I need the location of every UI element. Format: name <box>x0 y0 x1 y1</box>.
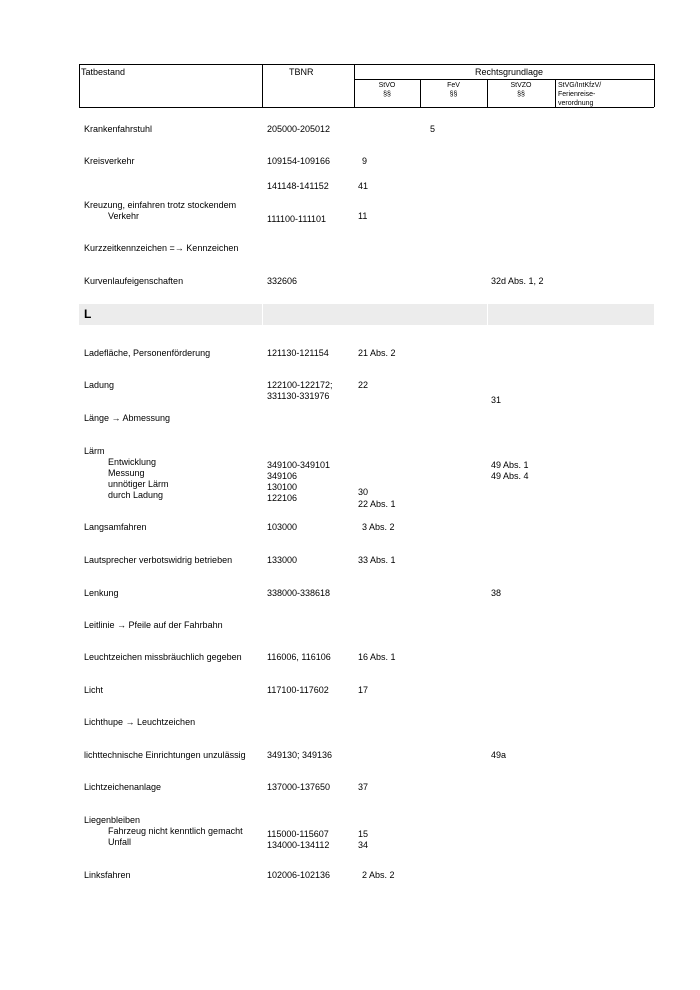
entry-label: Langsamfahren <box>84 522 147 532</box>
entry-sublabel: Messung <box>108 468 145 478</box>
header-stvg-line2: Ferienreise- <box>558 91 596 98</box>
header-divider <box>79 64 80 107</box>
entry-label: Kurzzeitkennzeichen =→ Kennzeichen <box>84 243 239 253</box>
entry-label: Lichthupe → Leuchtzeichen <box>84 717 196 727</box>
entry-label: Länge → Abmessung <box>84 413 171 423</box>
entry-tbnr: 349100-349101 <box>267 460 331 470</box>
entry-label: Licht <box>84 685 104 695</box>
entry-stvzo: 31 <box>491 395 502 405</box>
entry-stvo: 41 <box>358 181 369 191</box>
entry-tbnr: 130100 <box>267 482 298 492</box>
entry-stvo: 34 <box>358 840 369 850</box>
entry-stvo: 22 Abs. 1 <box>358 499 396 509</box>
entry-label: Kreisverkehr <box>84 156 135 166</box>
section-band-divider <box>487 304 488 325</box>
entry-tbnr: 141148-141152 <box>267 181 329 191</box>
entry-stvo: 22 <box>358 380 369 390</box>
entry-tbnr: 109154-109166 <box>267 156 331 166</box>
entry-stvzo: 38 <box>491 588 502 598</box>
entry-tbnr: 137000-137650 <box>267 782 331 792</box>
entry-tbnr: 122100-122172; <box>267 380 333 390</box>
entry-stvo: 2 Abs. 2 <box>362 870 395 880</box>
entry-tbnr: 332606 <box>267 276 298 286</box>
entry-stvo: 30 <box>358 487 369 497</box>
header-sub-rule <box>354 79 654 80</box>
header-tbnr: TBNR <box>289 67 314 77</box>
entry-label: Lichtzeichenanlage <box>84 782 162 792</box>
entry-tbnr: 122106 <box>267 493 298 503</box>
header-divider <box>654 64 655 107</box>
entry-tbnr: 134000-134112 <box>267 840 330 850</box>
entry-stvo: 21 Abs. 2 <box>358 348 396 358</box>
header-stvo-sections: §§ <box>383 91 391 98</box>
entry-label: Kreuzung, einfahren trotz stockendem <box>84 200 237 210</box>
entry-tbnr: 102006-102136 <box>267 870 331 880</box>
entry-label: Lärm <box>84 446 105 456</box>
section-band <box>79 304 654 325</box>
entry-sublabel: unnötiger Lärm <box>108 479 169 489</box>
entry-label: Ladung <box>84 380 115 390</box>
entry-tbnr: 116006, 116106 <box>267 652 331 662</box>
entry-stvo: 11 <box>358 211 368 221</box>
entry-tbnr: 349130; 349136 <box>267 750 333 760</box>
header-rechtsgrundlage: Rechtsgrundlage <box>475 67 544 77</box>
entry-tbnr: 115000-115607 <box>267 829 329 839</box>
header-divider <box>555 79 556 107</box>
entry-sublabel: Entwicklung <box>108 457 157 467</box>
entry-stvo: 15 <box>358 829 369 839</box>
header-divider <box>262 64 263 107</box>
header-stvg-line3: verordnung <box>558 100 594 107</box>
entry-tbnr: 349106 <box>267 471 298 481</box>
entry-tbnr: 111100-111101 <box>267 214 327 224</box>
entry-tbnr: 117100-117602 <box>267 685 329 695</box>
entry-label: Lautsprecher verbotswidrig betrieben <box>84 555 233 565</box>
entry-sublabel: Unfall <box>108 837 132 847</box>
header-stvzo-sections: §§ <box>517 91 525 98</box>
entry-stvo: 9 <box>362 156 368 166</box>
entry-stvzo: 49 Abs. 4 <box>491 471 529 481</box>
entry-tbnr: 205000-205012 <box>267 124 331 134</box>
header-fev: FeV <box>447 82 460 89</box>
header-top-rule <box>79 64 654 65</box>
entry-tbnr: 121130-121154 <box>267 348 329 358</box>
section-letter: L <box>84 307 92 321</box>
header-stvg-line1: StVG/IntKfzV/ <box>558 82 602 89</box>
entry-stvzo: 49 Abs. 1 <box>491 460 529 470</box>
entry-tbnr: 133000 <box>267 555 298 565</box>
header-stvzo: StVZO <box>510 82 532 89</box>
entry-label: Krankenfahrstuhl <box>84 124 153 134</box>
section-band-divider <box>262 304 263 325</box>
entry-label: Lenkung <box>84 588 119 598</box>
entry-sublabel: Fahrzeug nicht kenntlich gemacht <box>108 826 243 836</box>
entry-label: lichttechnische Einrichtungen unzulässig <box>84 750 246 760</box>
entry-tbnr: 103000 <box>267 522 298 532</box>
header-tatbestand: Tatbestand <box>81 67 126 77</box>
entry-tbnr: 338000-338618 <box>267 588 331 598</box>
entry-label-continued: Verkehr <box>108 211 140 221</box>
entry-label: Ladefläche, Personenförderung <box>84 348 211 358</box>
entry-stvo: 16 Abs. 1 <box>358 652 396 662</box>
entry-label: Liegenbleiben <box>84 815 141 825</box>
entry-label: Kurvenlaufeigenschaften <box>84 276 184 286</box>
entry-stvzo: 49a <box>491 750 507 760</box>
entry-label: Leitlinie → Pfeile auf der Fahrbahn <box>84 620 223 630</box>
entry-stvo: 3 Abs. 2 <box>362 522 395 532</box>
entry-stvo: 17 <box>358 685 369 695</box>
entry-fev: 5 <box>430 124 436 134</box>
header-stvo: StVO <box>378 82 396 89</box>
entry-stvzo: 32d Abs. 1, 2 <box>491 276 544 286</box>
entry-label: Linksfahren <box>84 870 131 880</box>
entry-stvo: 37 <box>358 782 369 792</box>
entry-sublabel: durch Ladung <box>108 490 164 500</box>
entry-stvo: 33 Abs. 1 <box>358 555 396 565</box>
entry-tbnr: 331130-331976 <box>267 391 330 401</box>
header-fev-sections: §§ <box>449 91 458 98</box>
entry-label: Leuchtzeichen missbräuchlich gegeben <box>84 652 242 662</box>
